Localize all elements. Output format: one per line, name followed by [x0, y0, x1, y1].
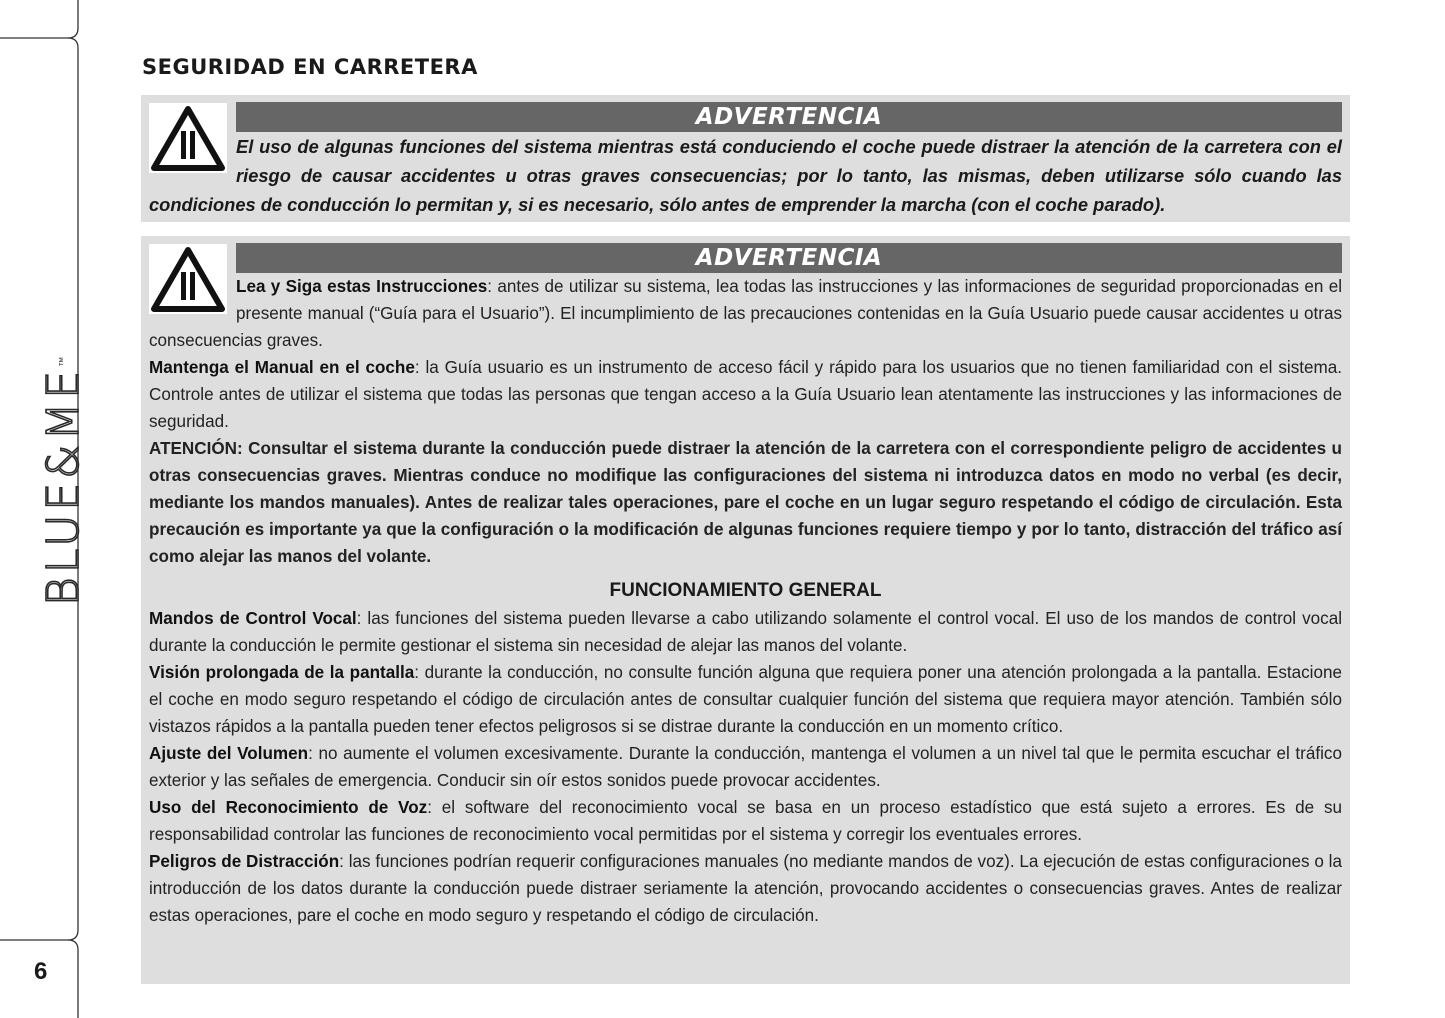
instruction-paragraph: Mantenga el Manual en el coche: la Guía usuario es un instrumento de acceso fácil y rápido para los usuarios que no tienen familiaridad con el sistema. Controle antes de utilizar el sistema que todas las personas que tengan acceso a la Guía Usuario lean atentamente las instrucciones y las informaciones de seguridad.	[149, 358, 1342, 431]
warning-text: El uso de algunas funciones del sistema mientras está conduciendo el coche puede distraer la atención de la carretera con el riesgo de causar accidentes u otras graves consecuencias; por lo tanto, las mismas, deben utilizarse sólo cuando las condiciones de conducción lo permitan y, si es necesario, sólo antes de emprender la marcha (con el coche parado).	[149, 136, 1342, 215]
general-paragraph: Peligros de Distracción: las funciones podrían requerir configuraciones manuales (no mediante mandos de voz). La ejecución de estas configuraciones o la introducción de los datos durante la conducción puede distraer seriamente la atención, provocando accidentes o consecuencias graves. Antes de realizar estas operaciones, pare el coche en modo seguro y respetando el código de circulación.	[149, 852, 1342, 925]
warning-box-2	[141, 236, 1350, 984]
general-paragraph: Uso del Reconocimiento de Voz: el software del reconocimiento vocal se basa en un proceso estadístico que está sujeto a errores. Es de su responsabilidad controlar las funciones de reconocimiento vocal permitidas por el sistema y corregir los eventuales errores.	[149, 798, 1342, 844]
general-paragraph: Ajuste del Volumen: no aumente el volumen excesivamente. Durante la conducción, mantenga el volumen a un nivel tal que le permita escuchar el tráfico exterior y las señales de emergencia. Conducir sin oír estos sonidos puede provocar accidentes.	[149, 744, 1342, 790]
warning-banner: ADVERTENCIA	[236, 243, 1342, 273]
warning-banner: ADVERTENCIA	[236, 102, 1342, 132]
instruction-paragraph: Lea y Siga estas Instrucciones: antes de utilizar su sistema, lea todas las instrucciones y las informaciones de seguridad proporcionadas en el presente manual (“Guía para el Usuario”). El incumplimiento de las precauciones contenidas en la Guía Usuario puede causar accidentes u otras consecuencias graves.	[149, 277, 1342, 350]
section-subheading: FUNCIONAMIENTO GENERAL	[609, 580, 882, 601]
brand-logo: BLUE&ME™	[38, 352, 89, 606]
general-paragraph: Mandos de Control Vocal: las funciones del sistema pueden llevarse a cabo utilizando solamente el control vocal. El uso de los mandos de control vocal durante la conducción le permite gestionar el sistema sin necesidad de alejar las manos del volante.	[149, 609, 1342, 655]
attention-paragraph: ATENCIÓN: Consultar el sistema durante la conducción puede distraer la atención de la carretera con el correspondiente peligro de accidentes u otras consecuencias graves. Mientras conduce no modifique las configuraciones del sistema ni introduzca datos en modo no verbal (es decir, mediante los mandos manuales). Antes de realizar tales operaciones, pare el coche en un lugar seguro respetando el código de circulación. Esta precaución es importante ya que la configuración o la modificación de algunas funciones requiere tiempo y por lo tanto, distracción del tráfico así como alejar las manos del volante.	[149, 439, 1342, 566]
page-title: SEGURIDAD EN CARRETERA	[142, 55, 478, 79]
warning-box-1	[141, 95, 1350, 222]
general-paragraph: Visión prolongada de la pantalla: durante la conducción, no consulte función alguna que requiera poner una atención prolongada a la pantalla. Estacione el coche en modo seguro respetando el código de circulación antes de consultar cualquier función del sistema que requiera mayor atención. También sólo vistazos rápidos a la pantalla pueden tener efectos peligrosos si se distrae durante la conducción en un momento crítico.	[149, 663, 1343, 736]
page-number: 6	[34, 958, 48, 985]
